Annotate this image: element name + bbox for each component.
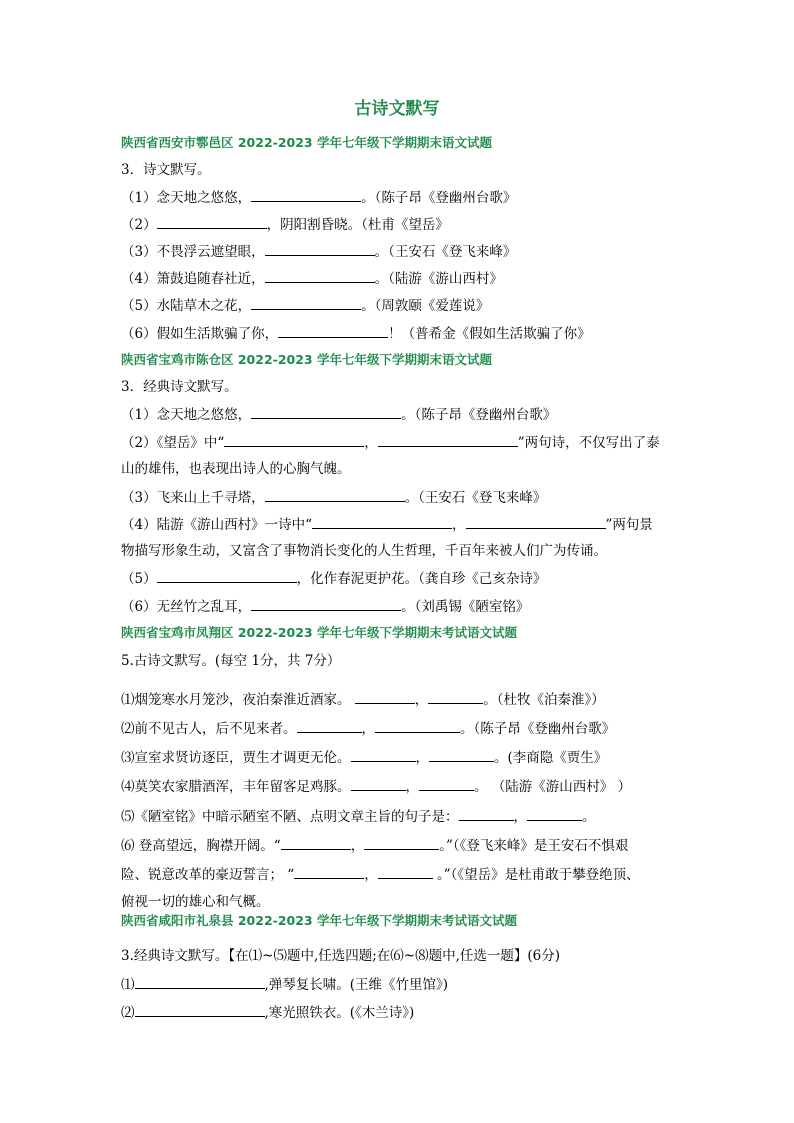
answer-blank[interactable] (278, 323, 388, 338)
answer-blank[interactable] (375, 718, 460, 733)
question-item-continued: 物描写形象生动，又富含了事物消长变化的人生哲理，千百年来被人们广为传诵。 (121, 543, 607, 559)
answer-blank[interactable] (281, 835, 351, 850)
answer-blank[interactable] (351, 747, 416, 762)
question-item: ⑵前不见古人，后不见来者。 ， 。（陈子昂《登幽州台歌》 (121, 718, 615, 739)
question-title: 5.古诗文默写。(每空 1分，共 7分） (121, 653, 341, 669)
answer-blank[interactable] (157, 568, 297, 583)
answer-blank[interactable] (428, 689, 483, 704)
question-title: 3．经典诗文默写。 (121, 379, 238, 395)
question-item: （1）念天地之悠悠， 。（陈子昂《登幽州台歌》 (121, 404, 556, 425)
answer-blank[interactable] (351, 776, 406, 791)
answer-blank[interactable] (364, 835, 439, 850)
question-item: （4）箫鼓追随春社近， 。（陆游《游山西村》 (121, 268, 503, 289)
answer-blank[interactable] (251, 295, 361, 310)
question-item: （3）飞来山上千寻塔， 。（王安石《登飞来峰》 (121, 487, 546, 508)
question-item-continued: 山的雄伟，也表现出诗人的心胸气魄。 (121, 461, 351, 477)
question-title: 3．诗文默写。 (121, 162, 211, 178)
question-item: ⑵ ,寒光照铁衣。(《木兰诗》) (121, 1002, 414, 1023)
page-title: 古诗文默写 (354, 99, 440, 119)
question-item: （6）无丝竹之乱耳， 。（刘禹锡《陋室铭》 (121, 596, 529, 617)
answer-blank[interactable] (466, 514, 606, 529)
question-title: 3.经典诗文默写。【在⑴~⑸题中,任选四题;在⑹~⑻题中,任选一题】(6分) (121, 948, 561, 964)
answer-blank[interactable] (378, 432, 518, 447)
question-item-continued: 俯视一切的雄心和气概。 (121, 894, 270, 910)
answer-blank[interactable] (265, 268, 375, 283)
answer-blank[interactable] (135, 1002, 265, 1017)
question-item: （5） ，化作春泥更护花。（龚自珍《己亥杂诗》 (121, 568, 546, 589)
question-item: ⑴ ,弹琴复长啸。(王维《竹里馆》) (121, 974, 448, 995)
answer-blank[interactable] (459, 806, 514, 821)
question-item: ⑴烟笼寒水月笼沙，夜泊秦淮近酒家。 ， 。（杜牧《泊秦淮》） (121, 689, 605, 710)
answer-blank[interactable] (297, 718, 362, 733)
answer-blank[interactable] (251, 596, 401, 611)
answer-blank[interactable] (355, 689, 415, 704)
answer-blank[interactable] (429, 747, 494, 762)
answer-blank[interactable] (135, 974, 265, 989)
answer-blank[interactable] (265, 487, 405, 502)
question-item: （4）陆游《游山西村》一诗中“ ， ”两句景 (121, 514, 653, 535)
question-item: （2） ，阴阳割昏晓。（杜甫《望岳》 (121, 214, 449, 235)
answer-blank[interactable] (157, 214, 267, 229)
section-source: 陕西省宝鸡市凤翔区 2022-2023 学年七年级下学期期末考试语文试题 (121, 625, 517, 640)
question-item: 险、锐意改革的豪迈誓言； “ ， 。”（《望岳》是杜甫敢于攀登绝顶、 (121, 864, 640, 885)
section-source: 陕西省咸阳市礼泉县 2022-2023 学年七年级下学期期末考试语文试题 (121, 913, 517, 928)
answer-blank[interactable] (527, 806, 582, 821)
question-item: （5）水陆草木之花， 。（周敦颐《爱莲说》 (121, 295, 489, 316)
question-item: ⑷莫笑农家腊酒浑，丰年留客足鸡豚。 ， 。 （陆游《游山西村》 ） (121, 776, 631, 797)
answer-blank[interactable] (265, 241, 375, 256)
answer-blank[interactable] (251, 187, 361, 202)
section-source: 陕西省宝鸡市陈仓区 2022-2023 学年七年级下学期期末语文试题 (121, 352, 492, 367)
answer-blank[interactable] (419, 776, 474, 791)
section-source: 陕西省西安市鄠邑区 2022-2023 学年七年级下学期期末语文试题 (121, 135, 492, 150)
question-item: （1）念天地之悠悠， 。（陈子昂《登幽州台歌》 (121, 187, 516, 208)
question-item: （6）假如生活欺骗了你， ！（普希金《假如生活欺骗了你》 (121, 323, 591, 344)
answer-blank[interactable] (251, 404, 401, 419)
answer-blank[interactable] (378, 864, 433, 879)
question-item: ⑶宣室求贤访逐臣，贾生才调更无伦。 ， 。(李商隐《贾生》 (121, 747, 607, 768)
answer-blank[interactable] (224, 432, 364, 447)
question-item: （3）不畏浮云遮望眼， 。（王安石《登飞来峰》 (121, 241, 516, 262)
answer-blank[interactable] (294, 864, 364, 879)
question-item: ⑸《陋室铭》中暗示陋室不陋、点明文章主旨的句子是： ， 。 (121, 806, 596, 827)
answer-blank[interactable] (312, 514, 452, 529)
question-item: ⑹ 登高望远，胸襟开阔。“ ， 。”（《登飞来峰》是王安石不惧艰 (121, 835, 628, 856)
question-item: （2）《望岳》中“ ， ”两句诗，不仅写出了泰 (121, 432, 660, 453)
